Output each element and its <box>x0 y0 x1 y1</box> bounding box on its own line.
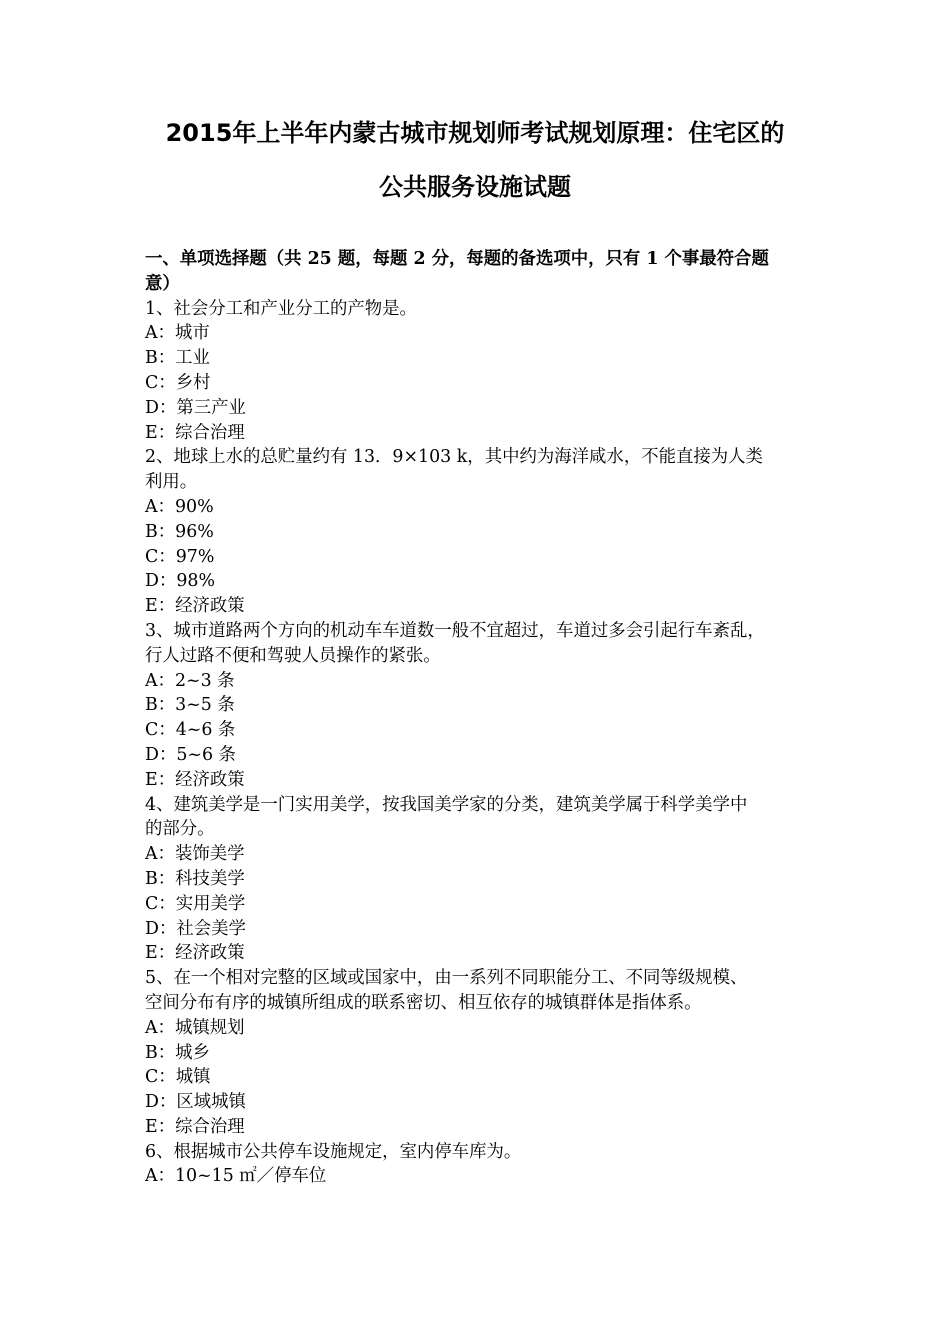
answer-option: A：10~15 ㎡／停车位 <box>145 1166 327 1187</box>
answer-option: C：实用美学 <box>145 893 246 914</box>
section-heading <box>145 247 810 297</box>
question-stem: 3、城市道路两个方向的机动车车道数一般不宜超过，车道过多会引起行车紊乱， <box>145 620 765 641</box>
question-stem: 行人过路不便和驾驶人员操作的紧张。 <box>145 645 441 666</box>
answer-option: E：综合治理 <box>145 1116 245 1137</box>
question-stem: 1、社会分工和产业分工的产物是。 <box>145 298 417 319</box>
answer-option: E：经济政策 <box>145 596 245 617</box>
answer-option: E：经济政策 <box>145 769 245 790</box>
answer-option: C：97% <box>145 546 215 567</box>
answer-option: B：3~5 条 <box>145 695 235 716</box>
answer-option: A：90% <box>145 496 214 517</box>
section-heading-line-2: 意） <box>145 273 180 294</box>
answer-option: D：区域城镇 <box>145 1092 246 1113</box>
answer-option: A：城市 <box>145 323 210 344</box>
question-stem: 空间分布有序的城镇所组成的联系密切、相互依存的城镇群体是指体系。 <box>145 992 702 1013</box>
answer-option: B：科技美学 <box>145 868 245 889</box>
question-stem: 4、建筑美学是一门实用美学，按我国美学家的分类，建筑美学属于科学美学中 <box>145 794 748 815</box>
question-stem: 2、地球上水的总贮量约有 13．9×103 k，其中约为海洋咸水，不能直接为人类 <box>145 447 763 468</box>
answer-option: D：社会美学 <box>145 918 246 939</box>
answer-option: C：城镇 <box>145 1067 211 1088</box>
answer-option: A：城镇规划 <box>145 1017 245 1038</box>
question-stem: 6、根据城市公共停车设施规定，室内停车库为。 <box>145 1141 522 1162</box>
answer-option: B：96% <box>145 521 214 542</box>
question-4 <box>145 793 810 967</box>
question-5 <box>145 966 810 1140</box>
answer-option: A：2~3 条 <box>145 670 235 691</box>
question-stem: 5、在一个相对完整的区域或国家中，由一系列不同职能分工、不同等级规模、 <box>145 968 748 989</box>
answer-option: E：经济政策 <box>145 943 245 964</box>
answer-option: D：98% <box>145 571 215 592</box>
answer-option: A：装饰美学 <box>145 844 245 865</box>
answer-option: C：乡村 <box>145 372 211 393</box>
document-title-line-1: 2015年上半年内蒙古城市规划师考试规划原理：住宅区的 <box>165 119 785 147</box>
answer-option: D：第三产业 <box>145 397 246 418</box>
answer-option: B：工业 <box>145 348 210 369</box>
answer-option: C：4~6 条 <box>145 720 236 741</box>
document-title-line-2: 公共服务设施试题 <box>379 173 571 201</box>
question-2 <box>145 445 810 619</box>
question-3 <box>145 619 810 793</box>
question-6 <box>145 1140 810 1190</box>
question-stem: 的部分。 <box>145 819 215 840</box>
document-body <box>145 247 810 1189</box>
section-heading-line-1: 一、单项选择题（共 25 题，每题 2 分，每题的备选项中，只有 1 个事最符合题 <box>145 249 769 269</box>
question-stem: 利用。 <box>145 472 198 493</box>
answer-option: D：5~6 条 <box>145 744 236 765</box>
answer-option: E：综合治理 <box>145 422 245 443</box>
question-1 <box>145 297 810 446</box>
answer-option: B：城乡 <box>145 1042 210 1063</box>
